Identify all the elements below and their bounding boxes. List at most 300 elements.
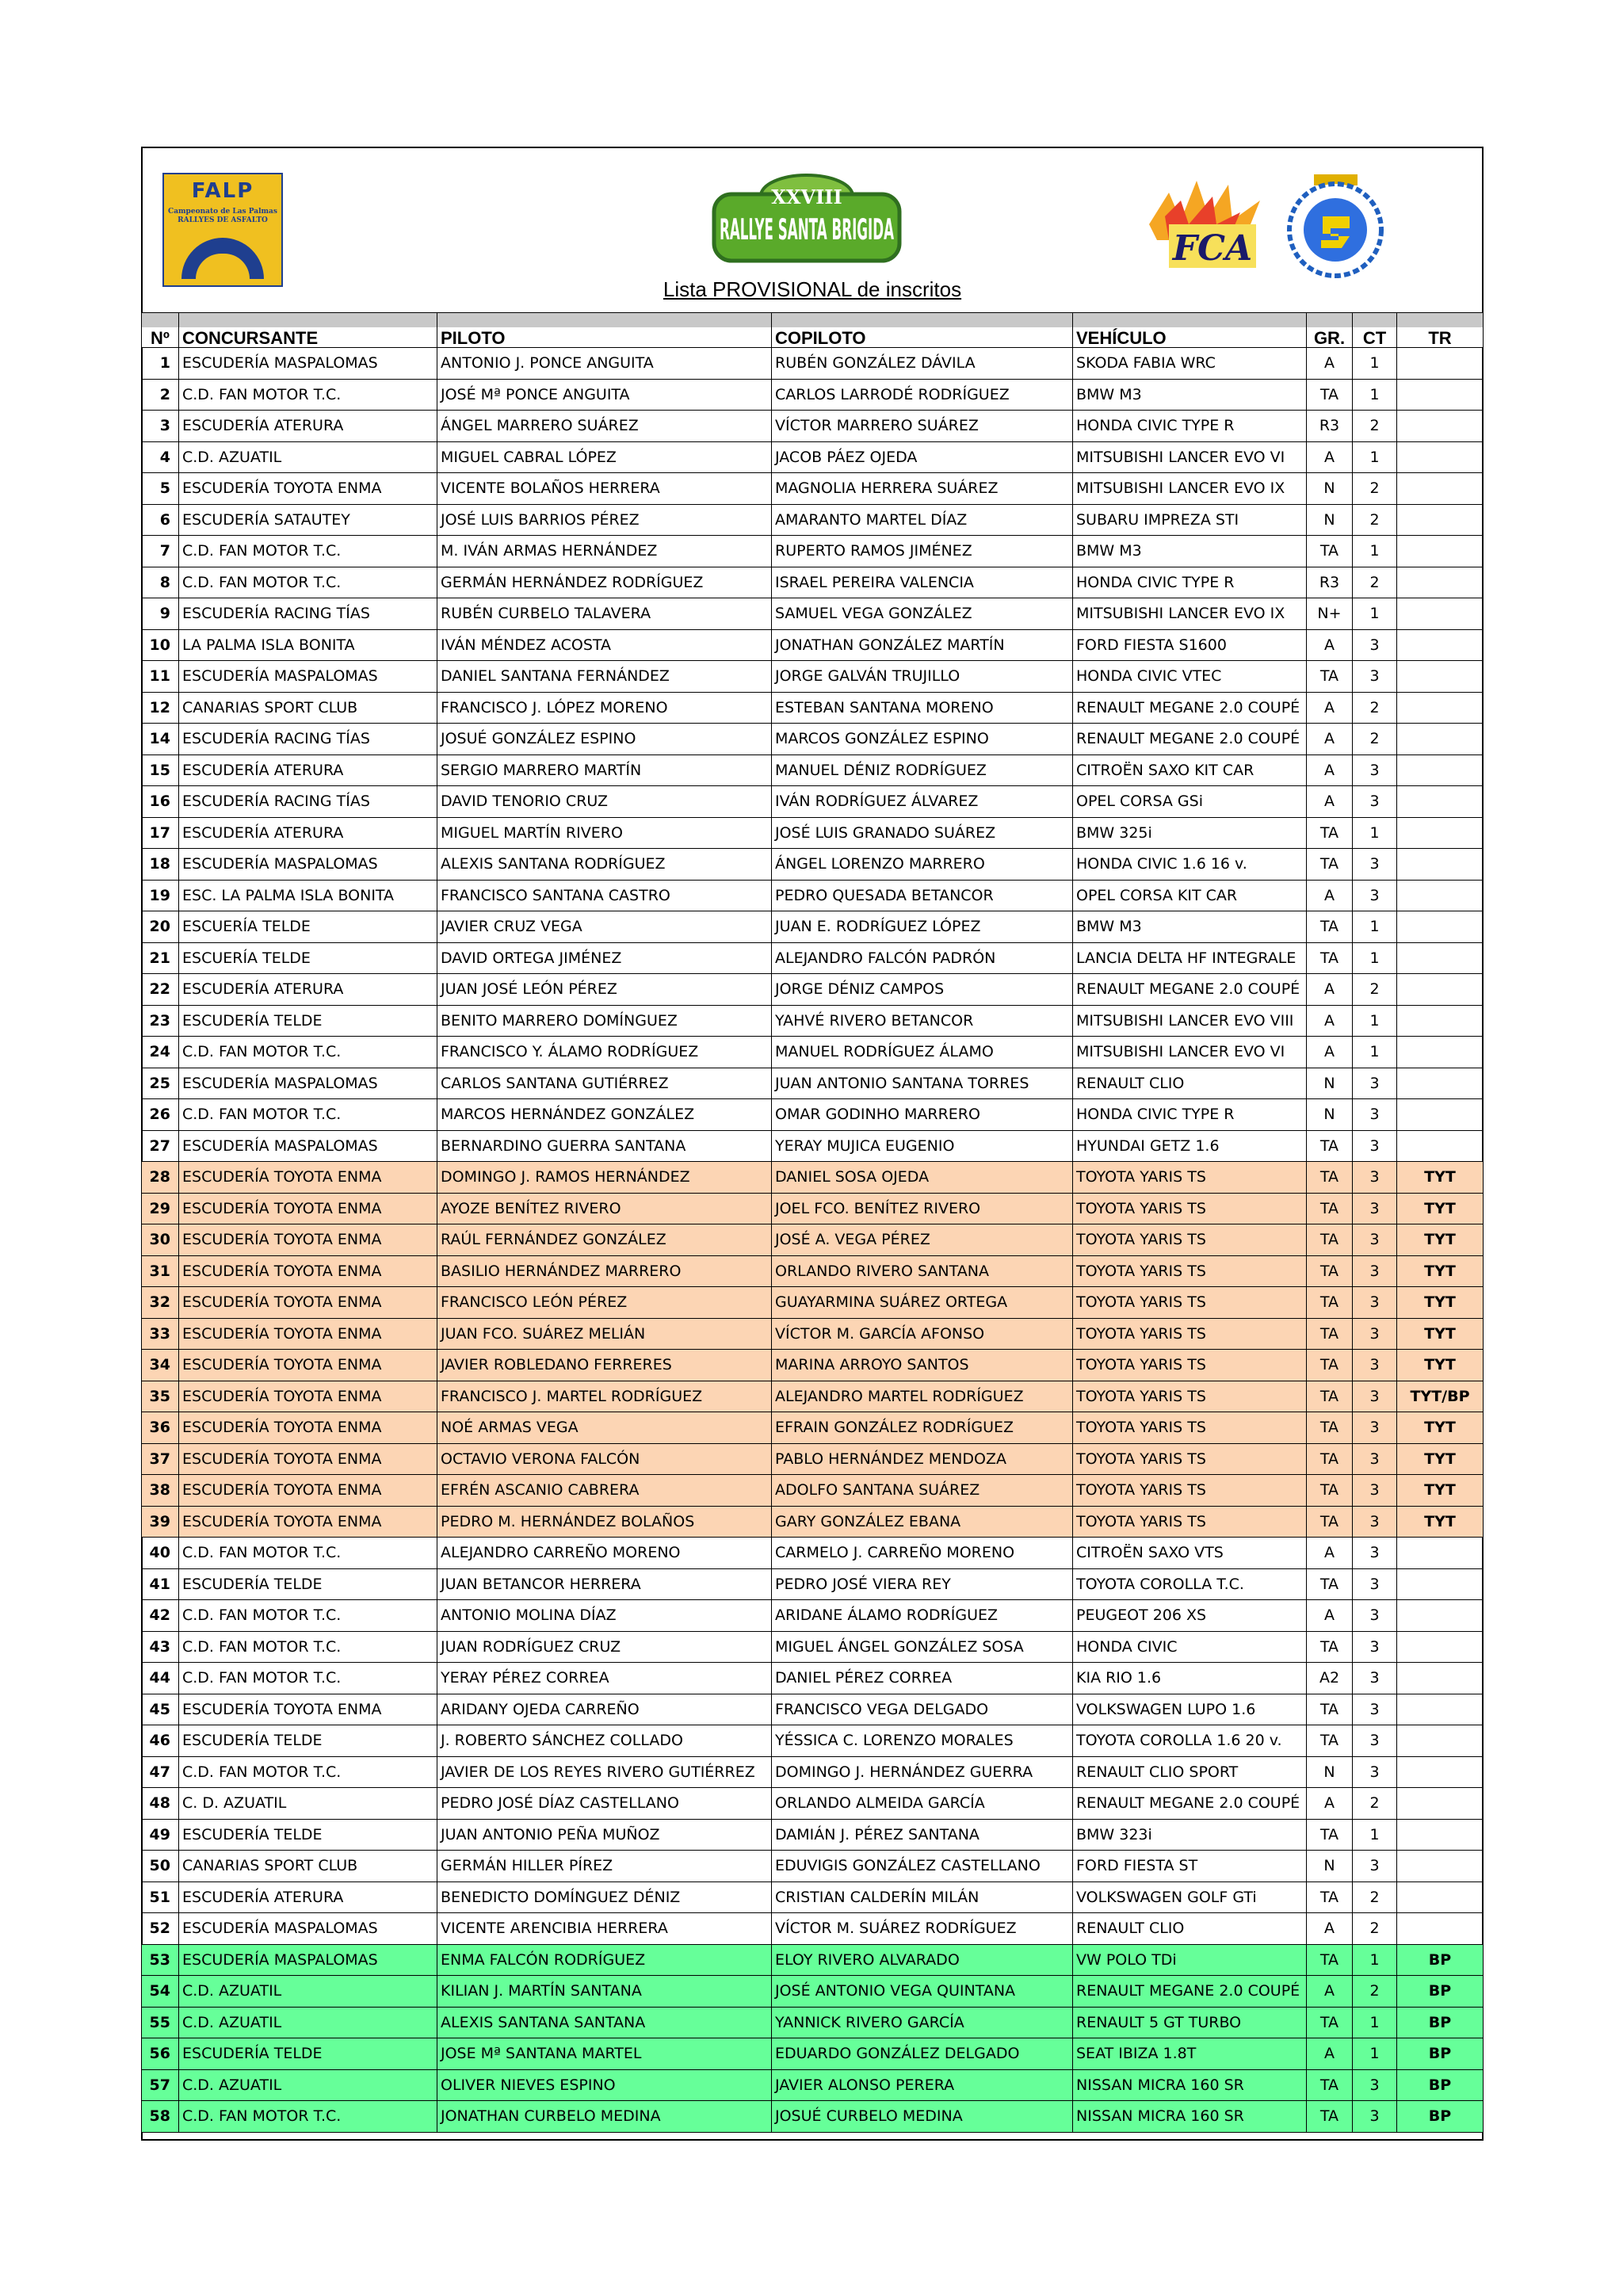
cell-piloto: ENMA FALCÓN RODRÍGUEZ — [437, 1945, 771, 1976]
cell-concursante: ESCUDERÍA TELDE — [178, 1820, 437, 1851]
cell-grupo: A — [1306, 348, 1352, 379]
cell-piloto: JOSE Mª SANTANA MARTEL — [437, 2038, 771, 2069]
cell-number: 17 — [141, 818, 178, 849]
cell-piloto: ALEXIS SANTANA RODRÍGUEZ — [437, 849, 771, 880]
cell-grupo: TA — [1306, 1256, 1352, 1287]
cell-clase: 1 — [1352, 348, 1396, 379]
cell-concursante: ESCUDERÍA TOYOTA ENMA — [178, 1444, 437, 1475]
column-header-clase: CT — [1352, 313, 1396, 347]
cell-trofeo: TYT — [1396, 1194, 1484, 1224]
table-row — [141, 1944, 1484, 1976]
cell-copiloto: VÍCTOR MARRERO SUÁREZ — [771, 411, 1072, 441]
cell-number: 2 — [141, 380, 178, 411]
cell-copiloto: JOSUÉ CURBELO MEDINA — [771, 2101, 1072, 2132]
cell-number: 30 — [141, 1224, 178, 1255]
cell-grupo: R3 — [1306, 567, 1352, 598]
table-row — [141, 1819, 1484, 1851]
cell-vehiculo: BMW M3 — [1072, 911, 1306, 942]
rally-logo-name: RALLYE SANTA BRIGIDA — [720, 213, 895, 247]
cell-clase: 3 — [1352, 1663, 1396, 1694]
table-row — [141, 1005, 1484, 1037]
cell-piloto: MIGUEL MARTÍN RIVERO — [437, 818, 771, 849]
cell-copiloto: JAVIER ALONSO PERERA — [771, 2070, 1072, 2101]
cell-piloto: ALEXIS SANTANA SANTANA — [437, 2008, 771, 2038]
cell-clase: 1 — [1352, 1820, 1396, 1851]
cell-concursante: ESCUDERÍA TELDE — [178, 1725, 437, 1756]
cell-copiloto: IVÁN RODRÍGUEZ ÁLVAREZ — [771, 786, 1072, 817]
cell-piloto: OLIVER NIEVES ESPINO — [437, 2070, 771, 2101]
table-row — [141, 723, 1484, 755]
cell-concursante: C.D. FAN MOTOR T.C. — [178, 1600, 437, 1631]
cell-piloto: ARIDANY OJEDA CARREÑO — [437, 1694, 771, 1725]
cell-vehiculo: HONDA CIVIC TYPE R — [1072, 1099, 1306, 1130]
cell-trofeo — [1396, 661, 1484, 692]
cell-concursante: ESCUDERÍA ATERURA — [178, 1882, 437, 1913]
cell-piloto: BERNARDINO GUERRA SANTANA — [437, 1131, 771, 1162]
table-row — [141, 1881, 1484, 1913]
cell-number: 36 — [141, 1412, 178, 1443]
cell-copiloto: ARIDANE ÁLAMO RODRÍGUEZ — [771, 1600, 1072, 1631]
cell-vehiculo: MITSUBISHI LANCER EVO VI — [1072, 442, 1306, 473]
cell-grupo: TA — [1306, 1131, 1352, 1162]
cell-copiloto: PABLO HERNÁNDEZ MENDOZA — [771, 1444, 1072, 1475]
cell-vehiculo: SKODA FABIA WRC — [1072, 348, 1306, 379]
cell-vehiculo: HONDA CIVIC 1.6 16 v. — [1072, 849, 1306, 880]
table-row — [141, 1412, 1484, 1443]
table-row — [141, 1662, 1484, 1694]
cell-copiloto: CARMELO J. CARREÑO MORENO — [771, 1538, 1072, 1568]
cell-clase: 3 — [1352, 849, 1396, 880]
cell-trofeo: TYT — [1396, 1224, 1484, 1255]
cell-vehiculo: VOLKSWAGEN LUPO 1.6 — [1072, 1694, 1306, 1725]
cell-trofeo — [1396, 1882, 1484, 1913]
cell-trofeo — [1396, 693, 1484, 724]
table-row — [141, 629, 1484, 661]
cell-concursante: ESCUDERÍA TOYOTA ENMA — [178, 1319, 437, 1350]
cell-copiloto: EDUVIGIS GONZÁLEZ CASTELLANO — [771, 1851, 1072, 1881]
cell-concursante: ESCUDERÍA MASPALOMAS — [178, 1945, 437, 1976]
cell-piloto: JUAN BETANCOR HERRERA — [437, 1569, 771, 1600]
cell-trofeo: TYT — [1396, 1507, 1484, 1538]
cell-grupo: TA — [1306, 1475, 1352, 1506]
cell-concursante: C.D. FAN MOTOR T.C. — [178, 2101, 437, 2132]
cell-copiloto: EFRAIN GONZÁLEZ RODRÍGUEZ — [771, 1412, 1072, 1443]
list-title: Lista PROVISIONAL de inscritos — [663, 277, 962, 301]
cell-vehiculo: BMW 325i — [1072, 818, 1306, 849]
table-row — [141, 1443, 1484, 1475]
cell-concursante: ESC. LA PALMA ISLA BONITA — [178, 881, 437, 911]
cell-number: 31 — [141, 1256, 178, 1287]
cell-trofeo — [1396, 1006, 1484, 1037]
cell-concursante: ESCUDERÍA MASPALOMAS — [178, 1068, 437, 1099]
cell-concursante: C.D. FAN MOTOR T.C. — [178, 1099, 437, 1130]
cell-copiloto: MAGNOLIA HERRERA SUÁREZ — [771, 473, 1072, 504]
cell-grupo: TA — [1306, 911, 1352, 942]
cell-copiloto: VÍCTOR M. SUÁREZ RODRÍGUEZ — [771, 1913, 1072, 1944]
cell-trofeo — [1396, 943, 1484, 974]
cell-trofeo: BP — [1396, 1945, 1484, 1976]
table-row — [141, 1756, 1484, 1788]
cell-clase: 2 — [1352, 411, 1396, 441]
cell-grupo: TA — [1306, 1820, 1352, 1851]
cell-vehiculo: OPEL CORSA KIT CAR — [1072, 881, 1306, 911]
cell-grupo: N — [1306, 505, 1352, 536]
cell-trofeo — [1396, 1632, 1484, 1663]
column-header-number: Nº — [141, 313, 178, 347]
cell-clase: 3 — [1352, 1694, 1396, 1725]
cell-trofeo: BP — [1396, 2070, 1484, 2101]
cell-clase: 3 — [1352, 1224, 1396, 1255]
cell-number: 1 — [141, 348, 178, 379]
cell-clase: 1 — [1352, 1945, 1396, 1976]
cell-vehiculo: RENAULT 5 GT TURBO — [1072, 2008, 1306, 2038]
cell-concursante: ESCUDERÍA TOYOTA ENMA — [178, 1412, 437, 1443]
table-row — [141, 848, 1484, 880]
cell-trofeo — [1396, 1820, 1484, 1851]
cell-clase: 3 — [1352, 881, 1396, 911]
cell-concursante: C.D. FAN MOTOR T.C. — [178, 380, 437, 411]
cell-piloto: GERMÁN HERNÁNDEZ RODRÍGUEZ — [437, 567, 771, 598]
cell-grupo: A — [1306, 1913, 1352, 1944]
cell-number: 57 — [141, 2070, 178, 2101]
cell-piloto: VICENTE ARENCIBIA HERRERA — [437, 1913, 771, 1944]
cell-clase: 2 — [1352, 693, 1396, 724]
cell-grupo: TA — [1306, 1381, 1352, 1412]
cell-concursante: ESCUDERÍA TOYOTA ENMA — [178, 1475, 437, 1506]
cell-copiloto: EDUARDO GONZÁLEZ DELGADO — [771, 2038, 1072, 2069]
cell-vehiculo: TOYOTA YARIS TS — [1072, 1256, 1306, 1287]
cell-piloto: RAÚL FERNÁNDEZ GONZÁLEZ — [437, 1224, 771, 1255]
cell-grupo: N+ — [1306, 598, 1352, 629]
column-header-grupo: GR. — [1306, 313, 1352, 347]
cell-clase: 3 — [1352, 1412, 1396, 1443]
cell-clase: 3 — [1352, 1099, 1396, 1130]
cell-clase: 2 — [1352, 505, 1396, 536]
cell-clase: 1 — [1352, 598, 1396, 629]
cell-concursante: ESCUERÍA TELDE — [178, 943, 437, 974]
cell-concursante: CANARIAS SPORT CLUB — [178, 693, 437, 724]
table-row — [141, 1224, 1484, 1255]
table-row — [141, 1193, 1484, 1224]
cell-grupo: A — [1306, 2038, 1352, 2069]
cell-number: 14 — [141, 724, 178, 755]
cell-piloto: JAVIER CRUZ VEGA — [437, 911, 771, 942]
cell-clase: 3 — [1352, 1162, 1396, 1193]
cell-concursante: ESCUDERÍA TELDE — [178, 1569, 437, 1600]
cell-trofeo — [1396, 1913, 1484, 1944]
column-header-vehiculo: VEHÍCULO — [1072, 313, 1306, 347]
cell-copiloto: GARY GONZÁLEZ EBANA — [771, 1507, 1072, 1538]
cell-number: 51 — [141, 1882, 178, 1913]
cell-number: 26 — [141, 1099, 178, 1130]
cell-concursante: C.D. AZUATIL — [178, 442, 437, 473]
cell-grupo: R3 — [1306, 411, 1352, 441]
cell-grupo: A — [1306, 786, 1352, 817]
cell-clase: 3 — [1352, 1194, 1396, 1224]
cell-trofeo — [1396, 849, 1484, 880]
table-row — [141, 2100, 1484, 2132]
cell-grupo: N — [1306, 1099, 1352, 1130]
table-row — [141, 379, 1484, 411]
table-row — [141, 1694, 1484, 1725]
cell-number: 45 — [141, 1694, 178, 1725]
cell-clase: 1 — [1352, 2008, 1396, 2038]
cell-vehiculo: HONDA CIVIC TYPE R — [1072, 411, 1306, 441]
cell-copiloto: ÁNGEL LORENZO MARRERO — [771, 849, 1072, 880]
cell-piloto: KILIAN J. MARTÍN SANTANA — [437, 1976, 771, 2007]
cell-trofeo — [1396, 380, 1484, 411]
cell-piloto: ÁNGEL MARRERO SUÁREZ — [437, 411, 771, 441]
cell-clase: 1 — [1352, 380, 1396, 411]
cell-concursante: C.D. AZUATIL — [178, 1976, 437, 2007]
cell-concursante: ESCUDERÍA TOYOTA ENMA — [178, 1381, 437, 1412]
cell-piloto: EFRÉN ASCANIO CABRERA — [437, 1475, 771, 1506]
cell-piloto: JUAN ANTONIO PEÑA MUÑOZ — [437, 1820, 771, 1851]
cell-copiloto: MARCOS GONZÁLEZ ESPINO — [771, 724, 1072, 755]
cell-number: 52 — [141, 1913, 178, 1944]
cell-concursante: ESCUDERÍA TOYOTA ENMA — [178, 1194, 437, 1224]
cell-number: 22 — [141, 974, 178, 1005]
cell-trofeo — [1396, 1131, 1484, 1162]
table-row — [141, 692, 1484, 724]
table-row — [141, 1506, 1484, 1538]
cell-number: 35 — [141, 1381, 178, 1412]
cell-number: 53 — [141, 1945, 178, 1976]
cell-copiloto: CARLOS LARRODÉ RODRÍGUEZ — [771, 380, 1072, 411]
cell-piloto: ALEJANDRO CARREÑO MORENO — [437, 1538, 771, 1568]
cell-copiloto: JOSÉ LUIS GRANADO SUÁREZ — [771, 818, 1072, 849]
cell-trofeo — [1396, 505, 1484, 536]
table-row — [141, 1161, 1484, 1193]
cell-vehiculo: TOYOTA YARIS TS — [1072, 1162, 1306, 1193]
cell-vehiculo: TOYOTA YARIS TS — [1072, 1507, 1306, 1538]
cell-concursante: C.D. FAN MOTOR T.C. — [178, 536, 437, 567]
table-header-row — [141, 312, 1484, 347]
cell-clase: 2 — [1352, 1882, 1396, 1913]
cell-number: 46 — [141, 1725, 178, 1756]
cell-grupo: A — [1306, 1976, 1352, 2007]
cell-copiloto: DOMINGO J. HERNÁNDEZ GUERRA — [771, 1757, 1072, 1788]
cell-number: 54 — [141, 1976, 178, 2007]
cell-copiloto: MANUEL RODRÍGUEZ ÁLAMO — [771, 1037, 1072, 1068]
falp-logo-subtitle: Campeonato de Las Palmas RALLYES DE ASFALTO — [168, 208, 277, 224]
table-row — [141, 1787, 1484, 1819]
cell-copiloto: ALEJANDRO FALCÓN PADRÓN — [771, 943, 1072, 974]
cell-clase: 3 — [1352, 1381, 1396, 1412]
cell-vehiculo: TOYOTA YARIS TS — [1072, 1381, 1306, 1412]
cell-grupo: TA — [1306, 1945, 1352, 1976]
table-row — [141, 1318, 1484, 1350]
cell-clase: 3 — [1352, 2101, 1396, 2132]
cell-grupo: TA — [1306, 1162, 1352, 1193]
cell-vehiculo: TOYOTA YARIS TS — [1072, 1444, 1306, 1475]
cell-vehiculo: HYUNDAI GETZ 1.6 — [1072, 1131, 1306, 1162]
cell-number: 24 — [141, 1037, 178, 1068]
cell-concursante: ESCUDERÍA TOYOTA ENMA — [178, 1162, 437, 1193]
cell-copiloto: ESTEBAN SANTANA MORENO — [771, 693, 1072, 724]
cell-concursante: ESCUDERÍA MASPALOMAS — [178, 849, 437, 880]
falp-logo — [162, 173, 283, 287]
cell-copiloto: MARINA ARROYO SANTOS — [771, 1350, 1072, 1381]
cell-number: 49 — [141, 1820, 178, 1851]
cell-grupo: N — [1306, 473, 1352, 504]
cell-piloto: OCTAVIO VERONA FALCÓN — [437, 1444, 771, 1475]
cell-grupo: TA — [1306, 943, 1352, 974]
cell-number: 9 — [141, 598, 178, 629]
rally-logo-number: XXVIII — [771, 185, 842, 208]
cell-vehiculo: FORD FIESTA S1600 — [1072, 630, 1306, 661]
table-row — [141, 1568, 1484, 1600]
cell-copiloto: JUAN ANTONIO SANTANA TORRES — [771, 1068, 1072, 1099]
cell-number: 18 — [141, 849, 178, 880]
cell-piloto: JUAN RODRÍGUEZ CRUZ — [437, 1632, 771, 1663]
cell-vehiculo: MITSUBISHI LANCER EVO IX — [1072, 473, 1306, 504]
cell-clase: 2 — [1352, 1913, 1396, 1944]
cell-piloto: VICENTE BOLAÑOS HERRERA — [437, 473, 771, 504]
table-row — [141, 911, 1484, 942]
cell-concursante: ESCUDERÍA ATERURA — [178, 755, 437, 786]
cell-vehiculo: BMW 323i — [1072, 1820, 1306, 1851]
cell-number: 33 — [141, 1319, 178, 1350]
federation-emblem — [1286, 173, 1385, 280]
cell-grupo: TA — [1306, 2008, 1352, 2038]
table-row — [141, 1349, 1484, 1381]
cell-number: 34 — [141, 1350, 178, 1381]
cell-vehiculo: OPEL CORSA GSi — [1072, 786, 1306, 817]
cell-trofeo — [1396, 1788, 1484, 1819]
cell-piloto: ANTONIO J. PONCE ANGUITA — [437, 348, 771, 379]
cell-vehiculo: HONDA CIVIC TYPE R — [1072, 567, 1306, 598]
cell-copiloto: JUAN E. RODRÍGUEZ LÓPEZ — [771, 911, 1072, 942]
cell-grupo: TA — [1306, 1632, 1352, 1663]
cell-grupo: TA — [1306, 1287, 1352, 1318]
cell-vehiculo: RENAULT MEGANE 2.0 COUPÉ — [1072, 724, 1306, 755]
cell-number: 3 — [141, 411, 178, 441]
cell-concursante: ESCUDERÍA TOYOTA ENMA — [178, 1224, 437, 1255]
cell-copiloto: MIGUEL ÁNGEL GONZÁLEZ SOSA — [771, 1632, 1072, 1663]
cell-clase: 1 — [1352, 943, 1396, 974]
table-row — [141, 504, 1484, 536]
table-row — [141, 973, 1484, 1005]
cell-number: 43 — [141, 1632, 178, 1663]
cell-trofeo — [1396, 911, 1484, 942]
cell-trofeo — [1396, 1099, 1484, 1130]
cell-number: 42 — [141, 1600, 178, 1631]
cell-clase: 3 — [1352, 1444, 1396, 1475]
cell-trofeo — [1396, 1851, 1484, 1881]
cell-vehiculo: RENAULT MEGANE 2.0 COUPÉ — [1072, 693, 1306, 724]
cell-concursante: C.D. FAN MOTOR T.C. — [178, 567, 437, 598]
cell-concursante: C.D. AZUATIL — [178, 2070, 437, 2101]
cell-grupo: A — [1306, 724, 1352, 755]
cell-vehiculo: TOYOTA YARIS TS — [1072, 1319, 1306, 1350]
cell-clase: 2 — [1352, 1976, 1396, 2007]
cell-copiloto: DANIEL PÉREZ CORREA — [771, 1663, 1072, 1694]
cell-trofeo — [1396, 724, 1484, 755]
cell-concursante: C.D. FAN MOTOR T.C. — [178, 1663, 437, 1694]
column-header-copiloto: COPILOTO — [771, 313, 1072, 347]
cell-copiloto: GUAYARMINA SUÁREZ ORTEGA — [771, 1287, 1072, 1318]
cell-trofeo — [1396, 1538, 1484, 1568]
table-row — [141, 2007, 1484, 2038]
cell-vehiculo: HONDA CIVIC — [1072, 1632, 1306, 1663]
cell-trofeo — [1396, 442, 1484, 473]
cell-number: 15 — [141, 755, 178, 786]
cell-vehiculo: VW POLO TDi — [1072, 1945, 1306, 1976]
cell-clase: 3 — [1352, 786, 1396, 817]
table-row — [141, 1036, 1484, 1068]
cell-grupo: TA — [1306, 380, 1352, 411]
cell-copiloto: JONATHAN GONZÁLEZ MARTÍN — [771, 630, 1072, 661]
column-header-piloto: PILOTO — [437, 313, 771, 347]
cell-vehiculo: SUBARU IMPREZA STI — [1072, 505, 1306, 536]
cell-piloto: JAVIER ROBLEDANO FERRERES — [437, 1350, 771, 1381]
table-row — [141, 1537, 1484, 1568]
cell-vehiculo: BMW M3 — [1072, 536, 1306, 567]
cell-clase: 1 — [1352, 1037, 1396, 1068]
cell-number: 28 — [141, 1162, 178, 1193]
cell-number: 55 — [141, 2008, 178, 2038]
table-row — [141, 598, 1484, 629]
cell-clase: 1 — [1352, 2038, 1396, 2069]
cell-number: 29 — [141, 1194, 178, 1224]
cell-vehiculo: RENAULT CLIO — [1072, 1913, 1306, 1944]
cell-copiloto: ADOLFO SANTANA SUÁREZ — [771, 1475, 1072, 1506]
cell-concursante: ESCUDERÍA ATERURA — [178, 411, 437, 441]
cell-grupo: N — [1306, 1757, 1352, 1788]
cell-piloto: SERGIO MARRERO MARTÍN — [437, 755, 771, 786]
cell-copiloto: ISRAEL PEREIRA VALENCIA — [771, 567, 1072, 598]
cell-clase: 3 — [1352, 1632, 1396, 1663]
cell-clase: 3 — [1352, 1350, 1396, 1381]
falp-logo-text: FALP — [191, 179, 254, 203]
table-row — [141, 755, 1484, 786]
cell-number: 27 — [141, 1131, 178, 1162]
cell-copiloto: FRANCISCO VEGA DELGADO — [771, 1694, 1072, 1725]
cell-clase: 1 — [1352, 911, 1396, 942]
cell-number: 6 — [141, 505, 178, 536]
cell-trofeo: TYT — [1396, 1256, 1484, 1287]
cell-grupo: TA — [1306, 1444, 1352, 1475]
cell-number: 32 — [141, 1287, 178, 1318]
cell-vehiculo: MITSUBISHI LANCER EVO VIII — [1072, 1006, 1306, 1037]
table-row — [141, 785, 1484, 817]
cell-piloto: DANIEL SANTANA FERNÁNDEZ — [437, 661, 771, 692]
cell-piloto: CARLOS SANTANA GUTIÉRREZ — [437, 1068, 771, 1099]
cell-number: 58 — [141, 2101, 178, 2132]
cell-clase: 3 — [1352, 630, 1396, 661]
cell-piloto: ANTONIO MOLINA DÍAZ — [437, 1600, 771, 1631]
cell-copiloto: JOSÉ ANTONIO VEGA QUINTANA — [771, 1976, 1072, 2007]
cell-grupo: TA — [1306, 1319, 1352, 1350]
table-row — [141, 2069, 1484, 2101]
cell-concursante: ESCUDERÍA RACING TÍAS — [178, 786, 437, 817]
cell-concursante: ESCUDERÍA MASPALOMAS — [178, 348, 437, 379]
cell-clase: 3 — [1352, 1851, 1396, 1881]
cell-grupo: TA — [1306, 1507, 1352, 1538]
cell-clase: 3 — [1352, 1256, 1396, 1287]
cell-piloto: FRANCISCO SANTANA CASTRO — [437, 881, 771, 911]
cell-vehiculo: LANCIA DELTA HF INTEGRALE — [1072, 943, 1306, 974]
cell-grupo: A — [1306, 1600, 1352, 1631]
cell-trofeo: TYT — [1396, 1412, 1484, 1443]
cell-clase: 1 — [1352, 536, 1396, 567]
fca-logo-text: FCA — [1172, 228, 1253, 269]
cell-grupo: TA — [1306, 536, 1352, 567]
cell-number: 25 — [141, 1068, 178, 1099]
cell-trofeo — [1396, 630, 1484, 661]
cell-piloto: M. IVÁN ARMAS HERNÁNDEZ — [437, 536, 771, 567]
